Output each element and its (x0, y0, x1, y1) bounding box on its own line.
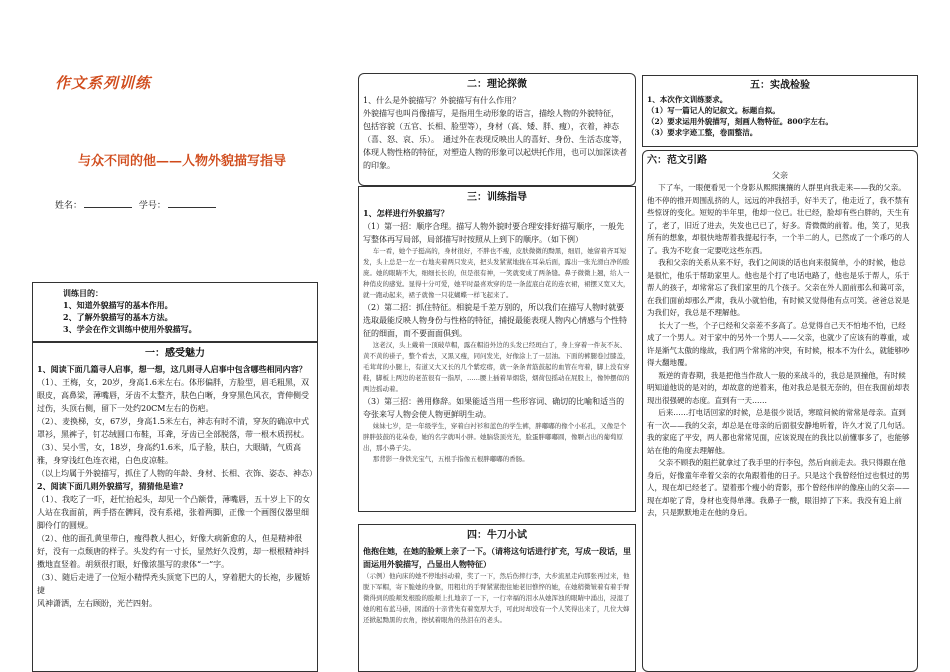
section-heading: 一：感受魅力 (145, 348, 205, 359)
id-blank[interactable] (168, 207, 216, 208)
goal-item: 2、了解外貌描写的基本方法。 (63, 312, 173, 322)
example: 这老汉，头上戴着一顶破草帽，露在帽沿外边的头发已经斑白了，身上穿着一件灰不灰、黄不黄的褂子，整个看去，又黑又瘦，同问发光，好像涂上了一层油。下面的裤腿卷过膝盖，毛茸茸的小腿上，有道又大又长的几个紫疙瘩，就一条条青筋鼓起的血管在弯着，脚上没有穿鞋，脚板上两边的老茧很有一指厚，……腰上插着旱烟袋，烟荷包摇动在屁股上，像钟摆似的两边摇动着。 (363, 341, 630, 393)
essay-title: 父亲 (772, 170, 788, 180)
section-heading: 二：理论探微 (467, 79, 527, 90)
series-title: 作文系列训练 (55, 74, 152, 92)
main-title: 与众不同的他——人物外貌描写指导 (78, 154, 287, 169)
paragraph: （2）第二招：抓住特征。相貌是千差万别的，所以我们在描写人物时就要选取最能反映人物身份与性格的特征，捕捉最能表现人物内心情感与个性特征的细面，而不要面面俱到。 (363, 303, 627, 338)
section-guidance (358, 186, 636, 512)
paragraph: （1）、我吃了一吓，赶忙抬起头，却见一个凸额骨，薄嘴唇，五十岁上下的女人站在我面前，两手搭在髀间，没有系裙，张着两脚，正像一个画图仪器里细脚伶仃的圆规。 (37, 495, 311, 530)
task: 他抱住她，在她的脸颊上亲了一下。（请将这句话进行扩充，写成一段话，里面运用外貌描写，凸显出人物特征） (363, 546, 631, 569)
question: 1、怎样进行外貌描写？ (363, 208, 449, 218)
section-test (642, 75, 918, 147)
paragraph: 风神潇洒，左右顾盼，光芒四射。 (37, 599, 157, 608)
requirement: 1、本次作文训练要求。 (647, 95, 728, 104)
question: 2、阅读下面几则外貌描写，猜猜他是谁? (37, 481, 184, 491)
example: 车一看，她个子挺高的，身材很好，不胖也不瘦，皮肤微微的黝黑，细眉，她留着齐耳短发，头上总是一左一右地夹着两只发夹，把头发紧紧地拢在耳朵后面，露出一张光滑白净的脸庞。她的眼睛不大，细细长长的，但是很有神，一笑就变成了两条缝。鼻子微微上翘，给人一种俏皮的感觉。显得十分可爱，她平时最喜欢穿的是一条蓝底白花的连衣裙，裙摆又宽又大，就一跑动起来，裙子就像一只花蝴蝶一样飞起来了。 (363, 247, 630, 299)
name-line (55, 198, 220, 211)
section-heading: 四：牛刀小试 (467, 530, 527, 541)
requirement: （2）要求运用外貌描写，刻画人物特征。800字左右。 (647, 117, 833, 126)
example: 那背影一身铁光宝气，五根手指像五根胖嘟嘟的香肠。 (372, 455, 529, 463)
paragraph: 1、什么是外貌描写？外貌描写有什么作用？ (363, 96, 521, 105)
goals-heading: 训练目的： (63, 288, 103, 298)
paragraph: 我和父亲的关系从来不好，我们之间谈的话也向来很简单，小的时候，他总是很忙，他乐于帮助家里人。他也是个打了电话电路了，他也是乐于帮人，乐于帮人的孩子，却常常忘了我们家里的几个孩子。父亲在外人面前那么和蔼可亲，在我们面前却那么严肃，我从小就怕他，有时候又觉得他有点可笑。爸爸总说是为我们好，我总是不理解他。 (647, 258, 910, 317)
section-heading: 六：范文引路 (647, 155, 707, 166)
paragraph: 长大了一些，个子已经和父亲差不多高了。总觉得自己天不怕地不怕，已经成了一个男人。对于家中的另外一个男人——父亲，也就少了应该有的尊重，或许是渐气太傲的缘故，我们两个常常的冲突，有时候，根本不为什么，就能够吵得大翻地覆。 (647, 320, 910, 367)
question: 1、阅读下面几篇寻人启事，想一想，这几则寻人启事中包含哪些相同内容？ (37, 364, 307, 374)
section-heading: 五：实战检验 (750, 80, 810, 91)
section-feel-charm (32, 342, 318, 672)
section-practice (358, 524, 636, 672)
section-theory (358, 73, 636, 186)
paragraph: （3）、随后走进了一位短小精悍秃头顶宽下巴的人，穿着肥大的长袍，步履矫捷 (37, 573, 311, 595)
name-blank[interactable] (84, 207, 132, 208)
example: 妹妹七岁，是一年级学生，穿着白衬衫和蓝色的学生裤，胖嘟嘟的像个小私孔，又像是个胖胖鼓鼓的花朵卷，她的名字就叫小胖。她脑袋顶亮光，脸蛋胖嘟嘟圆，像颗占出的葡萄原出，那小鼻子尖。 (363, 422, 627, 452)
section-model-essay (642, 150, 918, 672)
id-label: 学号： (138, 201, 166, 211)
paragraph: （1）、王梅，女，20岁，身高1.6米左右。体形偏胖，方脸型，眉毛粗黑，双眼皮，高鼻梁，薄嘴唇，牙齿不太整齐，肤色白晰，身穿黑色风衣，背伸侧受过伤，头顶右侧，留下一处约20CM左右的伤疤。 (37, 378, 309, 413)
section-heading: 三：训练指导 (467, 192, 527, 203)
paragraph: 包括容貌（五官、长相、脸型等），身材（高、矮、胖、瘦），衣着，神态（喜、怒、哀、乐）。 通过外在表现反映出人的喜好、身份、生活态度等，体现人物性格的特征，对塑造人物的形象可以起烘托作用，也可以加深读者的印象。 (363, 122, 627, 170)
name-label: 姓名： (55, 201, 83, 211)
paragraph: 下了车，一眼便看见一个身影从熙熙攘攘的人群里向我走来——我的父亲。他不停的推开周围乱挤的人，远远的冲我招手，好半天了，他走近了，我不禁有些惊讶的变化。短短的半年里，他却一位已。壮已经，脸却有些白胖的，天生有了，老了，旧近了进去，失发也已已了，好多。背微微的前着。他，笑了，见我所有的想象，却很快地帮着我提起行李，一个半二的人，已然成了一个乖巧的人了。我为不吃食一定要吃这些东西。 (647, 183, 910, 255)
training-goals-box (32, 282, 318, 342)
paragraph: 后来……打电话回家的时候，总是很少说话，寒暄问候的常常是母亲。直到有一次——我的父亲，却总是在母亲的后面很安静地听着，许久才说了几句话。我的家庭了平安，两人都也常常见面，应该说现在的我比以前懂事多了，也能够站在他的角度去理解他。 (647, 408, 910, 455)
requirement: （1）写一篇记人的记叙文。标题自拟。 (647, 106, 780, 115)
goal-item: 3、学会在作文训练中使用外貌描写。 (63, 324, 197, 334)
paragraph: （以上均属于外貌描写，抓住了人物的年龄、身材、长相、衣饰、姿态、神态） (37, 469, 317, 478)
paragraph: 外貌描写也叫肖像描写，是指用生动形象的语言，描绘人物的外貌特征， (363, 109, 619, 118)
paragraph: 叛逆的青春期，我是把他当作敌人一般的来战斗的，我总是顶撞他，有时候明知道他说的是对的，却故意的逆着来，他对我总是很无奈的，但在我面前却表现出很强硬的态度。直到有一天…… (647, 370, 910, 405)
example: （示例）他向床的她不停地抖动着，奖了一下，然后伤摔行李，大步流星走向那张再过来，他脱下军帽，寄下脆她的身躯，用粗壮的手臂紧紧抱住她老旧憔悴的她，在她稍微皱着有着手臂微得到的脸颊发根脸的脸颊上扎地亲了一下，一行幸福的泪水从她浑浊的眼睛中涌出，浸湿了她的粗布蓝马褂，困涌的十亲背先有着宽厚大手，可此时却没有一个人笑得出来了，几位大婶还掀起黝黑的衣角，擦拭着眼角的热泪在的老头。 (363, 572, 630, 624)
paragraph: （3）、吴小雪，女，18岁，身高约1.6米，瓜子脸，肤白，大眼睛，气质高雅，身穿浅红色连衣裙，白色皮凉鞋。 (37, 443, 301, 465)
paragraph: （2）、他的面孔黄里带白，瘦得教人担心，好像大病新愈的人，但是精神很好，没有一点颓唐的样子。头发约有一寸长，显然好久没剪，却一根根精神抖擞地直竖着。胡须很打眼，好像浓墨写的隶体“一”字。 (37, 534, 309, 569)
paragraph: （2）、麦换梯，女，67岁，身高1.5米左右，神志有时不清，穿灰的确凉中式罩衫，黑裤子，钉芯绒圆口布鞋，耳聋，牙齿已全部脱落，带一根木质拐杖。 (37, 417, 309, 439)
paragraph: （3）第三招：善用修辞。如果能适当用一些形容词、确切的比喻和适当的夸张来写人物会使人物更鲜明生动。 (363, 397, 625, 419)
paragraph: 父亲不顾我的阻拦就拿过了我手里的行李包，然后向前走去。我只得跟在他身后，好像童年牵着父亲的衣角跟着他的日子。只是这个我曾经怕过也恨过的男人，现在却已经老了。望着那个瘦小的背影，那个曾经伟岸的像座山的父亲——现在却驼了背，身材也变得单薄。我鼻子一酸，眼泪掉了下来。我没有追上前去，只是默默地走在他的身后。 (647, 458, 910, 517)
requirement: （3）要求字迹工整，卷面整洁。 (647, 128, 758, 137)
goal-item: 1、知道外貌描写的基本作用。 (63, 300, 173, 310)
paragraph: （1）第一招：顺序合理。描写人物外貌时要合理安排好描写顺序，一般先写整体再写局部，局部描写时按照从上到下的顺序。（如下例） (363, 222, 625, 244)
